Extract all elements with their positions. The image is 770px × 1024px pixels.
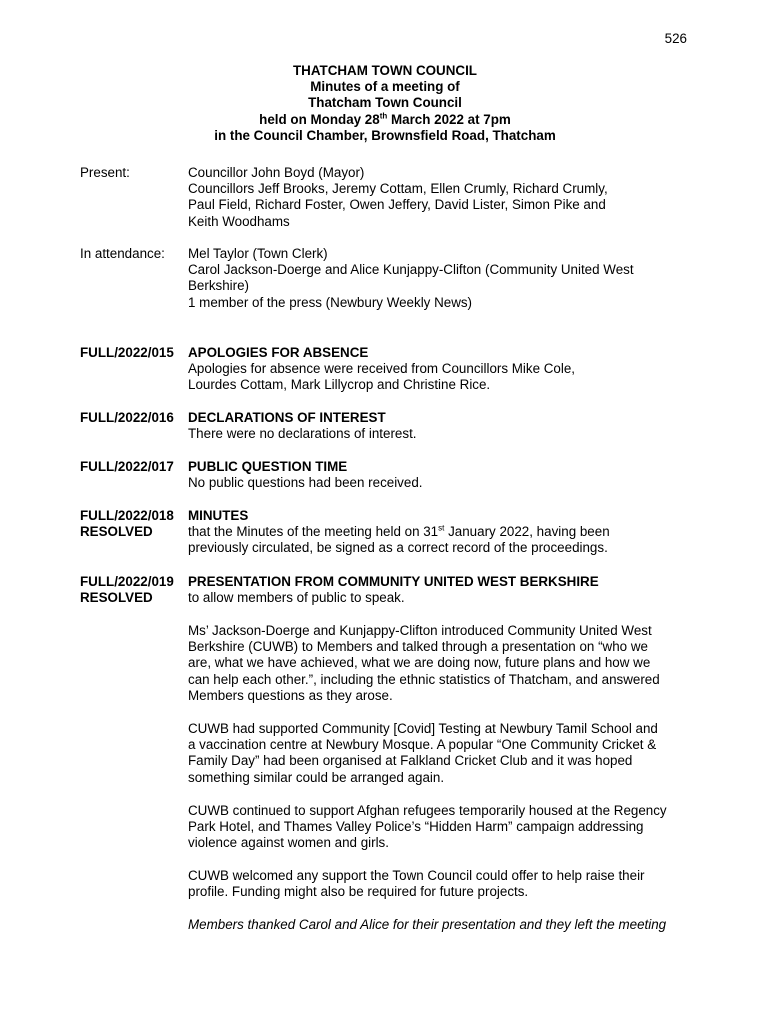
paragraph-line: are, what we have achieved, what we are doing now, future plans and how we bbox=[188, 655, 651, 671]
meeting-venue: in the Council Chamber, Brownsfield Road, Thatcham bbox=[214, 127, 556, 143]
item-ref: FULL/2022/017 bbox=[80, 459, 174, 474]
item-heading: PRESENTATION FROM COMMUNITY UNITED WEST BERKSHIRE bbox=[188, 574, 599, 589]
item-text: previously circulated, be signed as a correct record of the proceedings. bbox=[188, 540, 608, 556]
paragraph-line: Members thanked Carol and Alice for their presentation and they left the meeting bbox=[188, 917, 667, 932]
paragraph-thanks bbox=[188, 917, 710, 933]
present-label: Present: bbox=[80, 165, 130, 180]
council-name: THATCHAM TOWN COUNCIL bbox=[293, 63, 477, 78]
item-ref: FULL/2022/015 bbox=[80, 345, 174, 360]
attendance-list bbox=[188, 246, 710, 311]
attendance-line: Carol Jackson-Doerge and Alice Kunjappy-Clifton (Community United West bbox=[188, 262, 634, 278]
meeting-type: Minutes of a meeting of bbox=[310, 79, 460, 95]
present-line: Keith Woodhams bbox=[188, 213, 290, 229]
item-body bbox=[188, 574, 710, 606]
meeting-date: held on Monday 28th March 2022 at 7pm bbox=[259, 111, 511, 127]
paragraph-line: something similar could be arranged again. bbox=[188, 769, 445, 785]
item-body bbox=[188, 410, 710, 442]
item-text: to allow members of public to speak. bbox=[188, 590, 405, 606]
item-body bbox=[188, 508, 710, 557]
present-line: Paul Field, Richard Foster, Owen Jeffery, David Lister, Simon Pike and bbox=[188, 197, 606, 213]
resolved-label: RESOLVED bbox=[80, 524, 153, 540]
item-body bbox=[188, 459, 710, 491]
paragraph-line: Family Day” had been organised at Falkland Cricket Club and it was hoped bbox=[188, 753, 633, 769]
item-heading: APOLOGIES FOR ABSENCE bbox=[188, 345, 369, 360]
attendance-line: 1 member of the press (Newbury Weekly News) bbox=[188, 294, 473, 310]
paragraph-support bbox=[188, 868, 710, 900]
paragraph-line: violence against women and girls. bbox=[188, 835, 389, 851]
resolved-label: RESOLVED bbox=[80, 590, 153, 606]
item-heading: PUBLIC QUESTION TIME bbox=[188, 459, 348, 474]
paragraph-line: Members questions as they arose. bbox=[188, 687, 393, 703]
paragraph-covid-testing bbox=[188, 721, 710, 786]
item-text: There were no declarations of interest. bbox=[188, 426, 417, 442]
item-ref-block bbox=[80, 508, 174, 540]
paragraph-line: Park Hotel, and Thames Valley Police’s “Hidden Harm” campaign addressing bbox=[188, 819, 644, 835]
paragraph-refugees bbox=[188, 803, 710, 852]
attendance-line: Mel Taylor (Town Clerk) bbox=[188, 246, 328, 261]
item-ref-block bbox=[80, 574, 174, 606]
council-title: Thatcham Town Council bbox=[308, 95, 462, 111]
paragraph-line: can help each other.”, including the ethnic statistics of Thatcham, and answered bbox=[188, 671, 660, 687]
minutes-header bbox=[0, 63, 770, 144]
paragraph-line: Berkshire (CUWB) to Members and talked through a presentation on “who we bbox=[188, 639, 648, 655]
paragraph-line: profile. Funding might also be required for future projects. bbox=[188, 884, 529, 900]
attendance-line: Berkshire) bbox=[188, 278, 250, 294]
attendance-label: In attendance: bbox=[80, 246, 165, 261]
paragraph-line: Ms’ Jackson-Doerge and Kunjappy-Clifton introduced Community United West bbox=[188, 623, 652, 638]
paragraph-line: a vaccination centre at Newbury Mosque. A popular “One Community Cricket & bbox=[188, 737, 657, 753]
item-ref: FULL/2022/019 bbox=[80, 574, 174, 589]
paragraph-introduction bbox=[188, 623, 710, 704]
paragraph-line: CUWB had supported Community [Covid] Testing at Newbury Tamil School and bbox=[188, 721, 658, 736]
present-line: Councillor John Boyd (Mayor) bbox=[188, 165, 365, 180]
item-heading: DECLARATIONS OF INTEREST bbox=[188, 410, 386, 425]
item-text: Apologies for absence were received from Councillors Mike Cole, bbox=[188, 361, 576, 377]
paragraph-line: CUWB continued to support Afghan refugees temporarily housed at the Regency bbox=[188, 803, 667, 818]
paragraph-line: CUWB welcomed any support the Town Council could offer to help raise their bbox=[188, 868, 645, 883]
item-text: that the Minutes of the meeting held on 31st January 2022, having been bbox=[188, 523, 610, 540]
item-text: Lourdes Cottam, Mark Lillycrop and Christine Rice. bbox=[188, 377, 491, 393]
item-heading: MINUTES bbox=[188, 508, 249, 523]
page-number: 526 bbox=[664, 31, 687, 46]
present-list bbox=[188, 165, 710, 230]
item-ref: FULL/2022/016 bbox=[80, 410, 174, 425]
item-text: No public questions had been received. bbox=[188, 475, 423, 491]
item-ref: FULL/2022/018 bbox=[80, 508, 174, 523]
item-body bbox=[188, 345, 710, 394]
present-line: Councillors Jeff Brooks, Jeremy Cottam, Ellen Crumly, Richard Crumly, bbox=[188, 181, 608, 197]
